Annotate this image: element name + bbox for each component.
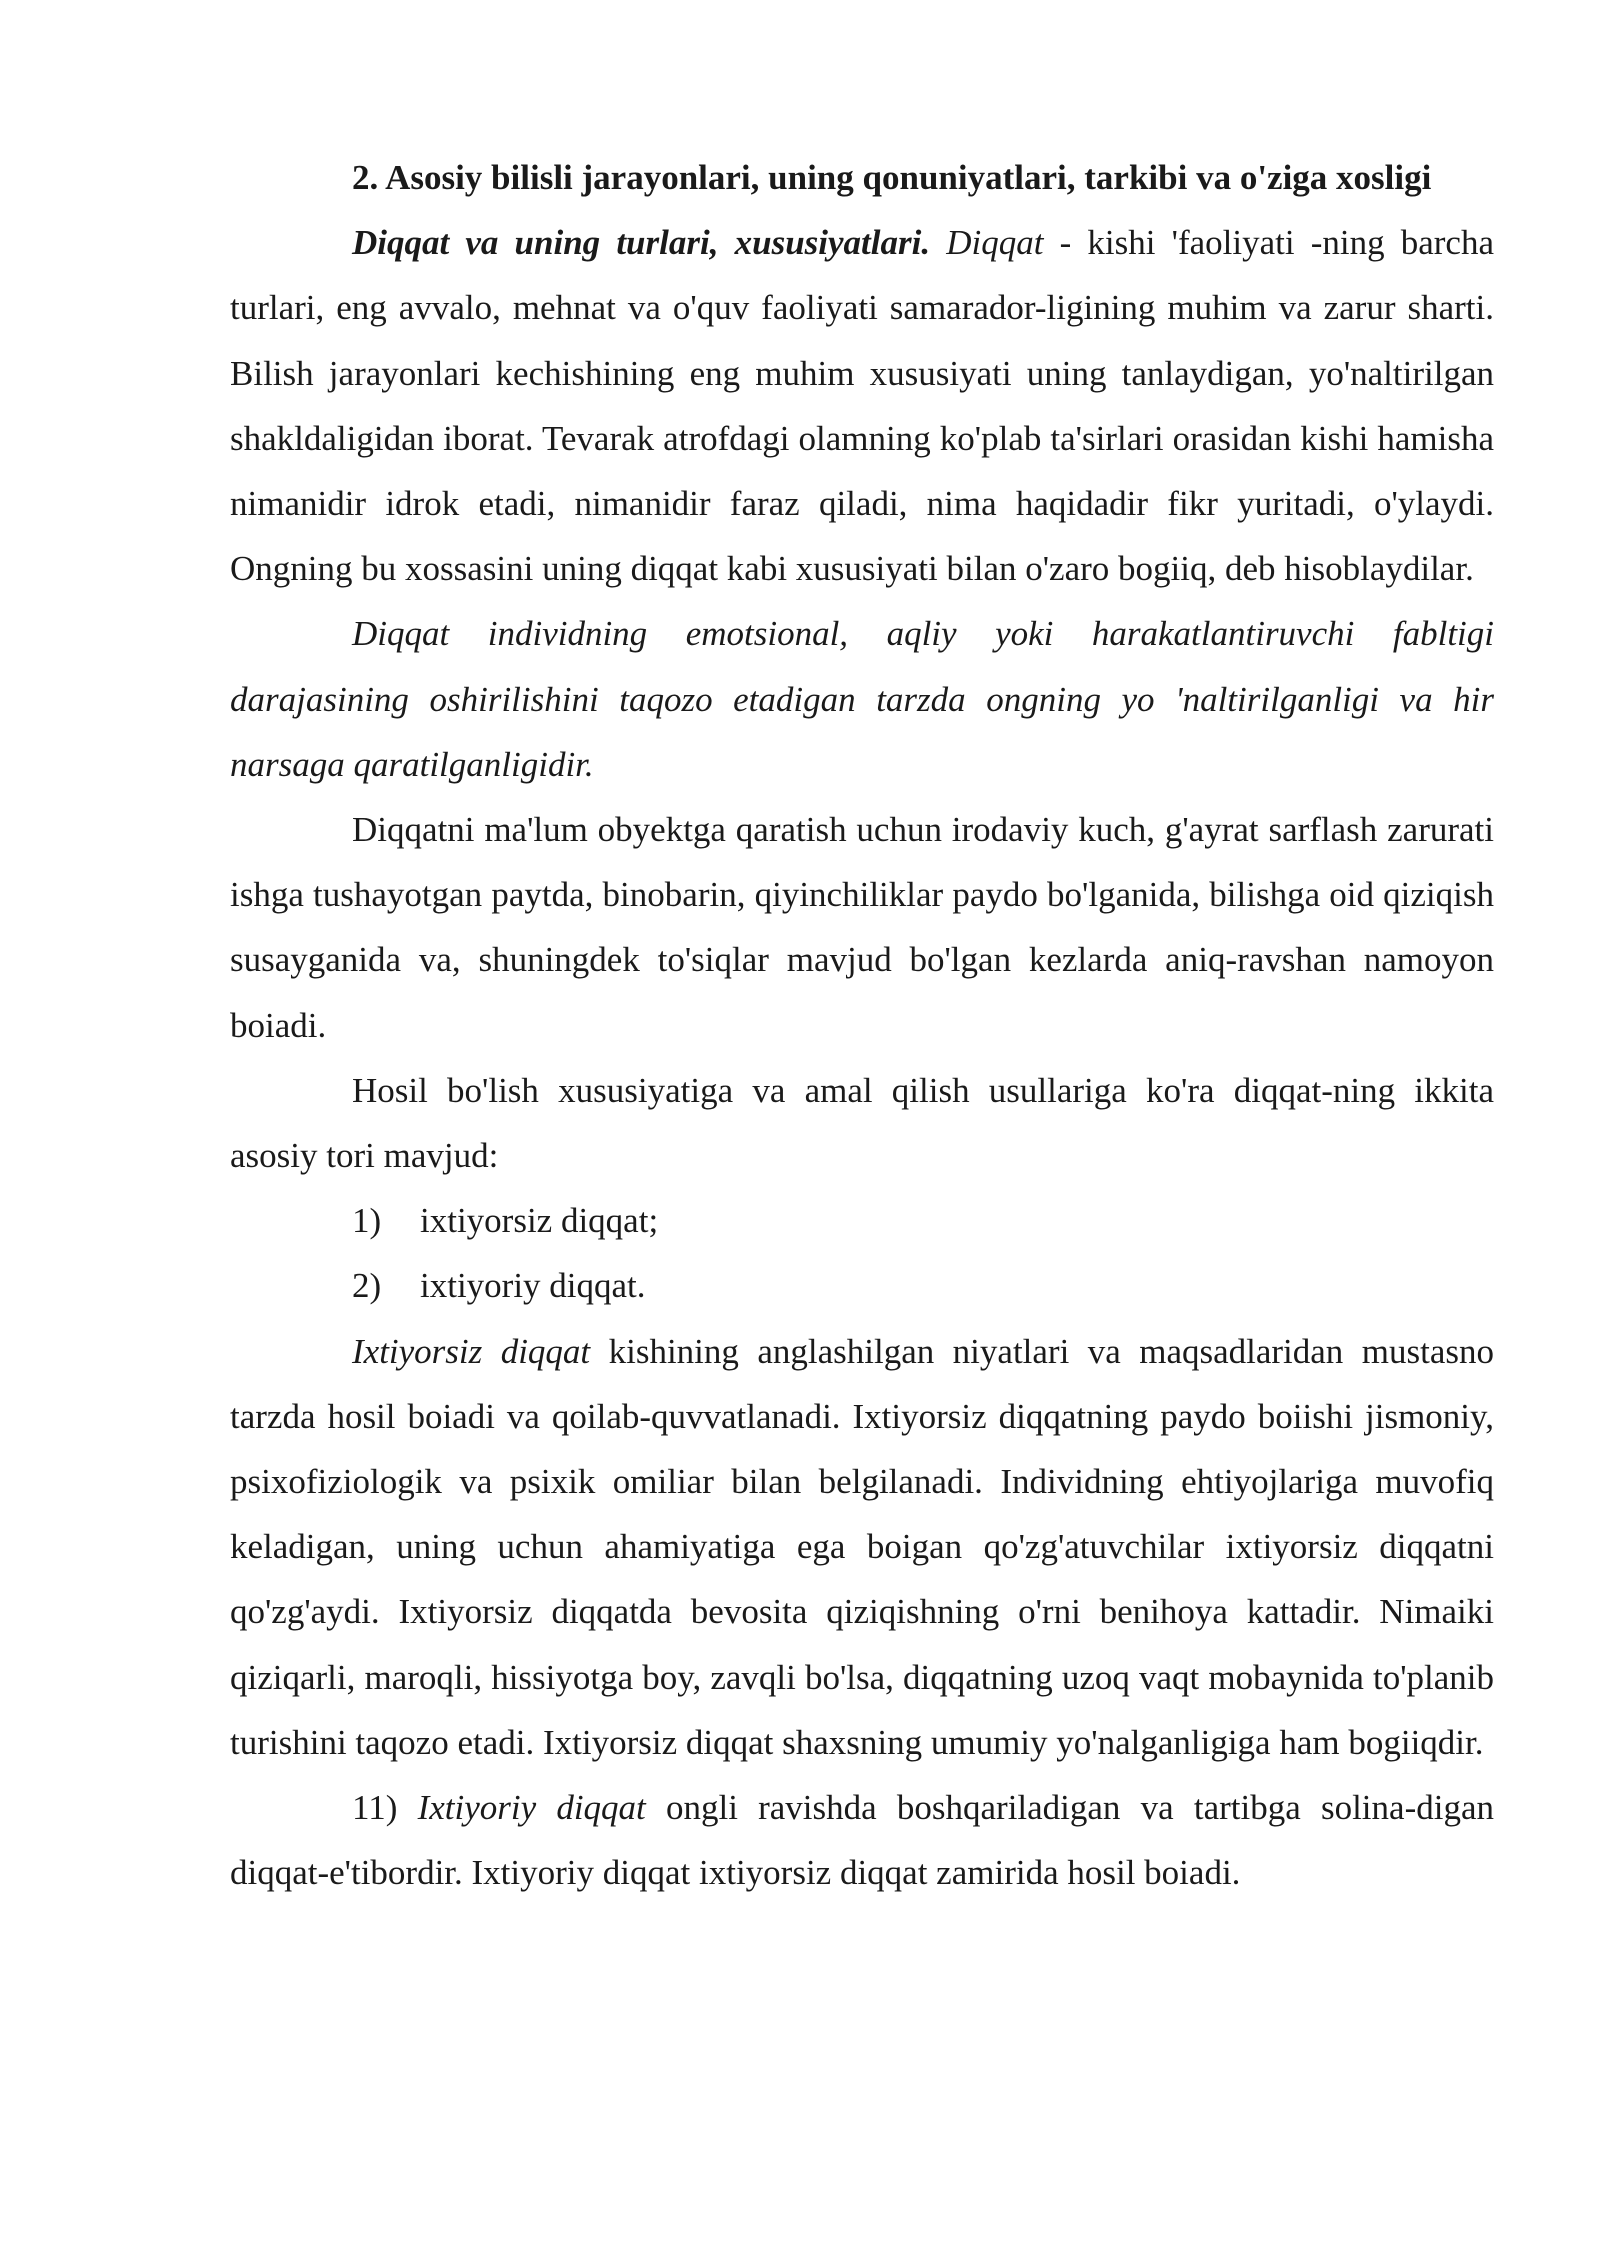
list-item-text: ixtiyoriy diqqat. <box>420 1266 646 1306</box>
list-item-text: ixtiyorsiz diqqat; <box>420 1201 659 1241</box>
paragraph-involuntary-attention <box>230 1319 1494 1775</box>
paragraph-attention-italic-definition <box>230 601 1494 797</box>
list-item <box>230 1253 1494 1318</box>
paragraph-attention-definition <box>230 210 1494 601</box>
list-item-number: 2) <box>352 1266 382 1306</box>
paragraph-text: Hosil bo'lish xususiyatiga va amal qilish usullariga ko'ra diqqat-ning ikkita asosiy tori mavjud: <box>230 1070 1494 1176</box>
list-item-number: 1) <box>352 1201 382 1241</box>
section-heading <box>230 145 1494 210</box>
list-item <box>230 1188 1494 1253</box>
subsection-title: Diqqat va uning turlari, xususiyatlari. <box>352 223 931 263</box>
term-involuntary-attention: Ixtiyorsiz diqqat <box>352 1331 591 1371</box>
paragraph-number: 11) <box>352 1788 418 1828</box>
paragraph-attention-types-intro <box>230 1058 1494 1188</box>
term-diqqat: Diqqat <box>946 223 1044 263</box>
document-page <box>230 145 1494 1905</box>
paragraph-text: Diqqatni ma'lum obyektga qaratish uchun irodaviy kuch, g'ayrat sarflash zarurati ishga tushayotgan paytda, binobarin, qiyinchiliklar paydo bo'lganida, bilishga oid qiziqish susayganida va, shuningdek to'siqlar mavjud bo'lgan kezlarda aniq-ravshan namoyon boiadi. <box>230 810 1494 1045</box>
section-heading-text: 2. Asosiy bilisli jarayonlari, uning qonuniyatlari, tarkibi va o'ziga xosligi <box>352 158 1432 197</box>
term-voluntary-attention: Ixtiyoriy diqqat <box>417 1788 646 1828</box>
paragraph-voluntary-attention <box>230 1775 1494 1905</box>
paragraph-text: ongli ravishda boshqariladigan va tartibga solina-digan diqqat-e'tibordir. Ixtiyoriy diqqat ixtiyorsiz diqqat zamirida hosil boiadi. <box>230 1788 1494 1893</box>
paragraph-text: Diqqat individning emotsional, aqliy yoki harakatlantiruvchi fabltigi darajasining oshirilishini taqozo etadigan tarzda ongning yo 'naltirilganligi va hir narsaga qaratilganligidir. <box>230 614 1494 784</box>
paragraph-text: kishining anglashilgan niyatlari va maqsadlaridan mustasno tarzda hosil boiadi va qoilab-quvvatlanadi. Ixtiyorsiz diqqatning paydo boiishi jismoniy, psixofiziologik va psixik omiliar bilan belgilanadi. Individning ehtiyojlariga muvofiq keladigan, uning uchun ahamiyatiga ega boigan qo'zg'atuvchilar ixtiyorsiz diqqatni qo'zg'aydi. Ixtiyorsiz diqqatda bevosita qiziqishning o'rni benihoya kattadir. Nimaiki qiziqarli, maroqli, hissiyotga boy, zavqli bo'lsa, diqqatning uzoq vaqt mobaynida to'planib turishini taqozo etadi. Ixtiyorsiz diqqat shaxsning umumiy yo'nalganligiga ham bogiiqdir. <box>230 1331 1494 1762</box>
paragraph-attention-willpower <box>230 797 1494 1058</box>
attention-types-list <box>230 1188 1494 1318</box>
paragraph-text: - kishi 'faoliyati -ning barcha turlari, eng avvalo, mehnat va o'quv faoliyati samarador-ligining muhim va zarur sharti. Bilish jarayonlari kechishining eng muhim xususiyati uning tanlaydigan, yo'naltirilgan shakldaligidan iborat. Tevarak atrofdagi olamning ko'plab ta'sirlari orasidan kishi hamisha nimanidir idrok etadi, nimanidir faraz qiladi, nima haqidadir fikr yuritadi, o'ylaydi. Ongning bu xossasini uning diqqat kabi xususiyati bilan o'zaro bogiiq, deb hisoblaydilar. <box>230 223 1495 589</box>
